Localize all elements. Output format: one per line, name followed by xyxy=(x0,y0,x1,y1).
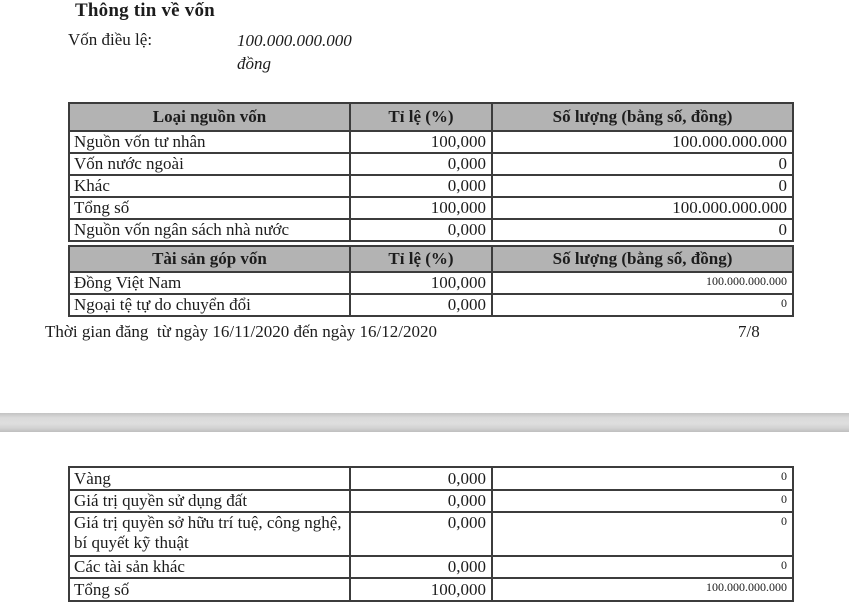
cell-label: Giá trị quyền sử dụng đất xyxy=(69,490,350,512)
cell-label: Nguồn vốn tư nhân xyxy=(69,131,350,153)
page-number: 7/8 xyxy=(738,322,760,341)
table-header-row xyxy=(69,103,793,131)
cell-amount: 0 xyxy=(492,467,793,490)
column-header: Số lượng (bằng số, đồng) xyxy=(492,103,793,131)
cell-ratio: 100,000 xyxy=(350,272,492,294)
cell-amount: 0 xyxy=(492,153,793,175)
column-header: Loại nguồn vốn xyxy=(69,103,350,131)
charter-capital-label: Vốn điều lệ: xyxy=(68,30,153,49)
column-header: Tỉ lệ (%) xyxy=(350,103,492,131)
table-row xyxy=(69,294,793,316)
table-row xyxy=(69,272,793,294)
cell-label: Vàng xyxy=(69,467,350,490)
table-row xyxy=(69,490,793,512)
cell-ratio: 0,000 xyxy=(350,219,492,241)
cell-amount: 100.000.000.000 xyxy=(492,131,793,153)
cell-label: Các tài sản khác xyxy=(69,556,350,578)
cell-label: Vốn nước ngoài xyxy=(69,153,350,175)
cell-amount: 0 xyxy=(492,219,793,241)
column-header: Tỉ lệ (%) xyxy=(350,246,492,272)
cell-ratio: 100,000 xyxy=(350,578,492,601)
cell-ratio: 0,000 xyxy=(350,467,492,490)
cell-ratio: 0,000 xyxy=(350,512,492,556)
cell-label: Tổng số xyxy=(69,578,350,601)
page-separator xyxy=(0,413,849,432)
table-row xyxy=(69,219,793,241)
table-row xyxy=(69,578,793,601)
table-row xyxy=(69,197,793,219)
column-header: Số lượng (bằng số, đồng) xyxy=(492,246,793,272)
column-header: Tài sản góp vốn xyxy=(69,246,350,272)
cell-label: Giá trị quyền sở hữu trí tuệ, công nghệ, bí quyết kỹ thuật xyxy=(69,512,350,556)
cell-label: Đồng Việt Nam xyxy=(69,272,350,294)
asset-contribution-table-continued xyxy=(68,466,794,602)
cell-amount: 0 xyxy=(492,556,793,578)
publication-period-text: Thời gian đăng từ ngày 16/11/2020 đến ngày 16/12/2020 xyxy=(45,322,437,341)
table-row xyxy=(69,512,793,556)
cell-amount: 0 xyxy=(492,294,793,316)
cell-label: Tổng số xyxy=(69,197,350,219)
table-row xyxy=(69,556,793,578)
cell-label: Khác xyxy=(69,175,350,197)
cell-ratio: 0,000 xyxy=(350,175,492,197)
cell-amount: 0 xyxy=(492,512,793,556)
table-header-row xyxy=(69,246,793,272)
cell-ratio: 100,000 xyxy=(350,197,492,219)
cell-amount: 100.000.000.000 xyxy=(492,197,793,219)
cell-ratio: 0,000 xyxy=(350,153,492,175)
charter-capital-value xyxy=(237,29,352,75)
cell-ratio: 0,000 xyxy=(350,294,492,316)
table-row xyxy=(69,467,793,490)
cell-amount: 0 xyxy=(492,175,793,197)
asset-contribution-table xyxy=(68,245,794,317)
cell-label: Nguồn vốn ngân sách nhà nước xyxy=(69,219,350,241)
table-row xyxy=(69,153,793,175)
table-row xyxy=(69,175,793,197)
cell-ratio: 0,000 xyxy=(350,556,492,578)
cell-ratio: 100,000 xyxy=(350,131,492,153)
page-title: Thông tin về vốn xyxy=(75,0,215,21)
cell-ratio: 0,000 xyxy=(350,490,492,512)
cell-label: Ngoại tệ tự do chuyển đổi xyxy=(69,294,350,316)
charter-capital-unit: đồng xyxy=(237,54,271,73)
capital-source-table xyxy=(68,102,794,242)
cell-amount: 100.000.000.000 xyxy=(492,578,793,601)
charter-capital-amount: 100.000.000.000 xyxy=(237,31,352,50)
cell-amount: 0 xyxy=(492,490,793,512)
table-row xyxy=(69,131,793,153)
cell-amount: 100.000.000.000 xyxy=(492,272,793,294)
